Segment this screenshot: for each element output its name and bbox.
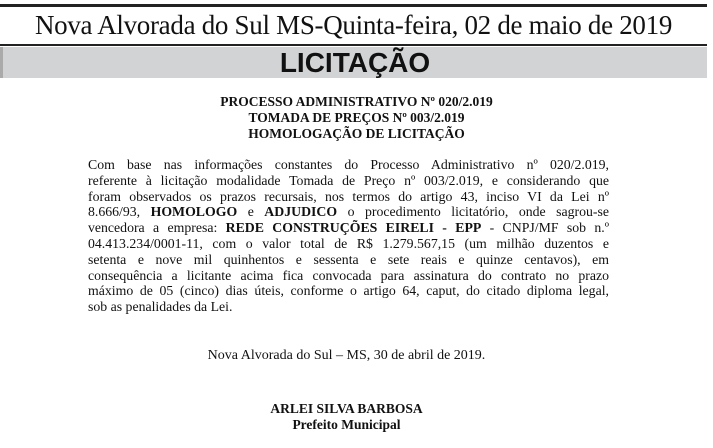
adjudico-bold: ADJUDICO bbox=[264, 204, 338, 220]
section-bar bbox=[0, 47, 707, 78]
body-line: consequência a licitante acima fica convocada para assinatura do contrato no prazo bbox=[88, 267, 609, 283]
text: 8.666/93, bbox=[88, 204, 151, 220]
text: vencedora a empresa: bbox=[88, 220, 226, 236]
body-line: setenta e nove mil quinhentos e sessenta e sete reais e quinze centavos), em bbox=[88, 251, 609, 267]
signatory-title: Prefeito Municipal bbox=[292, 417, 401, 432]
section-title: LICITAÇÃO bbox=[279, 47, 431, 78]
heading-homologation: HOMOLOGAÇÃO DE LICITAÇÃO bbox=[248, 126, 465, 141]
text: - CNPJ/MF sob n.º bbox=[481, 220, 610, 236]
body-line: sob as penalidades da Lei. bbox=[88, 299, 233, 315]
body-line bbox=[88, 220, 609, 236]
date-line: Nova Alvorada do Sul – MS, 30 de abril de 2019. bbox=[207, 348, 486, 363]
signatory-name: ARLEI SILVA BARBOSA bbox=[270, 401, 423, 416]
heading-tender: TOMADA DE PREÇOS Nº 003/2.019 bbox=[248, 110, 465, 125]
body-line: referente à licitação modalidade Tomada de Preço nº 003/2.019, e considerando que bbox=[88, 172, 609, 188]
body-paragraph bbox=[88, 157, 609, 315]
signature-block bbox=[0, 401, 693, 433]
body-line: máximo de 05 (cinco) dias úteis, conforme o artigo 64, caput, do citado diploma legal, bbox=[88, 283, 609, 299]
masthead: Nova Alvorada do Sul MS-Quinta-feira, 02 de maio de 2019 bbox=[34, 10, 673, 40]
body-line: 04.413.234/0001-11, com o valor total de R$ 1.279.567,15 (um milhão duzentos e bbox=[88, 235, 609, 251]
body-line: Com base nas informações constantes do Processo Administrativo nº 020/2.019, bbox=[88, 157, 609, 172]
body-line: foram observados os prazos recursais, nos termos do artigo 43, inciso VI da Lei nº bbox=[88, 188, 609, 204]
document-headings bbox=[0, 94, 713, 142]
top-rule bbox=[0, 4, 707, 7]
body-line bbox=[88, 204, 609, 220]
company-name: REDE CONSTRUÇÕES EIRELI - EPP bbox=[225, 220, 482, 236]
heading-process: PROCESSO ADMINISTRATIVO Nº 020/2.019 bbox=[220, 94, 493, 109]
masthead-rule bbox=[0, 44, 707, 46]
text: o procedimento licitatório, onde sagrou-se bbox=[337, 204, 609, 220]
homologo-bold: HOMOLOGO bbox=[150, 204, 238, 220]
text: e bbox=[237, 204, 265, 220]
